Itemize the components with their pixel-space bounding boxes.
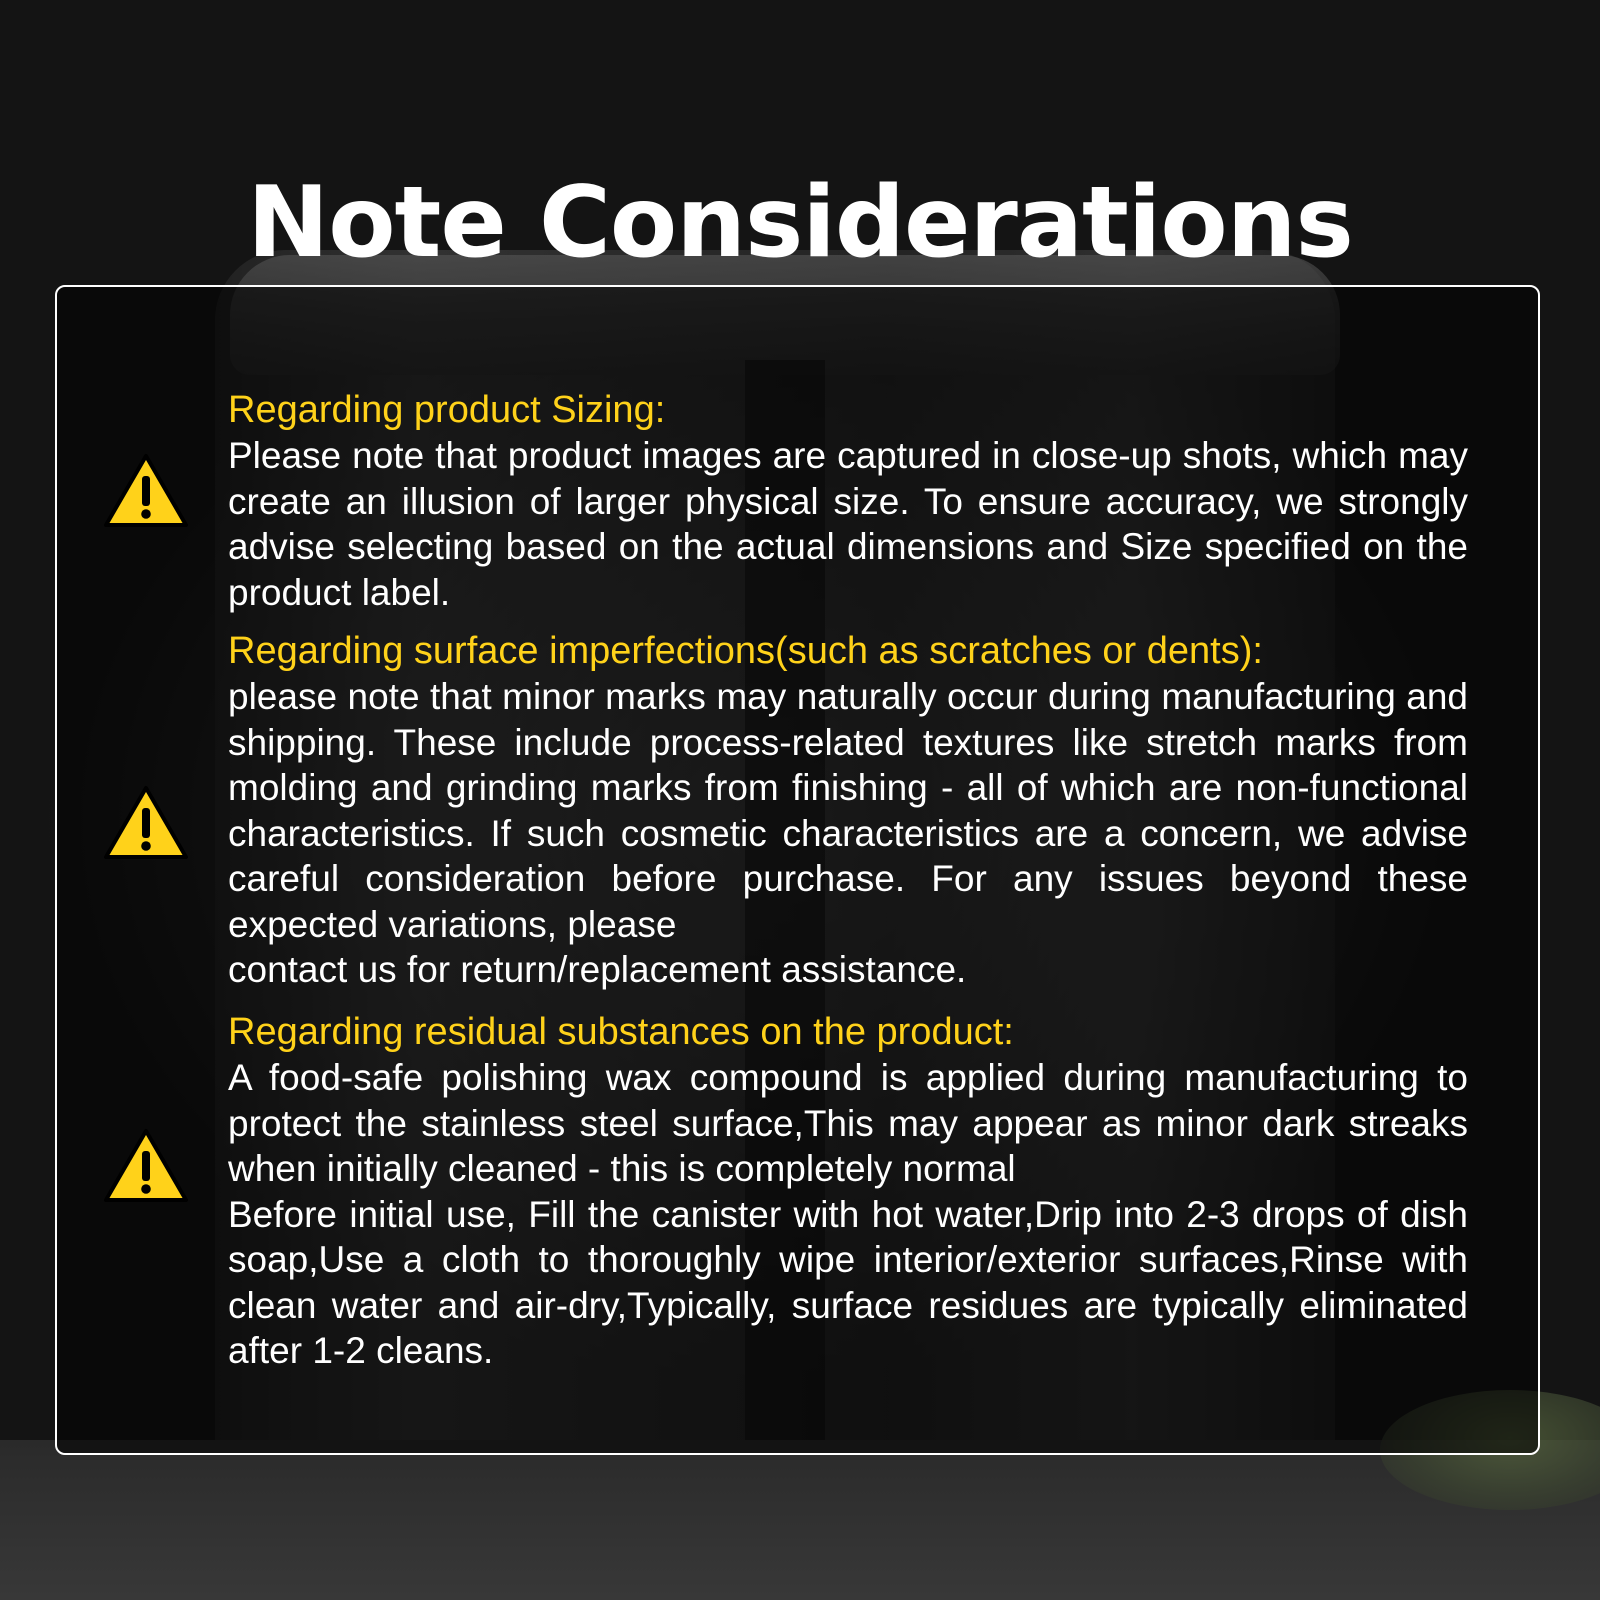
note-body: [228, 1055, 1468, 1374]
warning-icon: [103, 1127, 189, 1205]
warning-triangle-graphic: [103, 452, 189, 530]
note-paragraph: contact us for return/replacement assistance.: [228, 949, 967, 990]
note-paragraph: please note that minor marks may naturally occur during manufacturing and shipping. These include process-related textures like stretch marks from molding and grinding marks from finishing - all of which are non-functional characteristics. If such cosmetic characteristics are a concern, we advise careful consideration before purchase. For any issues beyond these expected variations, please: [228, 676, 1468, 945]
warning-triangle-graphic: [103, 1127, 189, 1205]
note-surface-imperfections: [228, 629, 1468, 993]
note-heading: Regarding product Sizing:: [228, 389, 666, 431]
note-body: [228, 433, 1468, 615]
note-paragraph: Before initial use, Fill the canister with hot water,Drip into 2-3 drops of dish soap,Use a cloth to thoroughly wipe interior/exterior surfaces,Rinse with clean water and air-dry,Typically, surface residues are typically eliminated after 1-2 cleans.: [228, 1193, 1468, 1371]
background-table: [0, 1440, 1600, 1600]
note-residual-substances: [228, 1010, 1468, 1374]
note-heading: Regarding surface imperfections(such as scratches or dents):: [228, 630, 1263, 672]
warning-icon: [103, 452, 189, 530]
page-title: Note Considerations: [247, 165, 1353, 280]
note-sizing: [228, 388, 1468, 615]
note-paragraph: Please note that product images are captured in close-up shots, which may create an illusion of larger physical size. To ensure accuracy, we strongly advise selecting based on the actual dimensions and Size specified on the product label.: [228, 435, 1468, 613]
warning-triangle-graphic: [103, 784, 189, 862]
note-heading: Regarding residual substances on the product:: [228, 1011, 1014, 1053]
note-paragraph: A food-safe polishing wax compound is applied during manufacturing to protect the stainless steel surface,This may appear as minor dark streaks when initially cleaned - this is completely normal: [228, 1057, 1468, 1189]
warning-icon: [103, 784, 189, 862]
note-body: [228, 674, 1468, 993]
